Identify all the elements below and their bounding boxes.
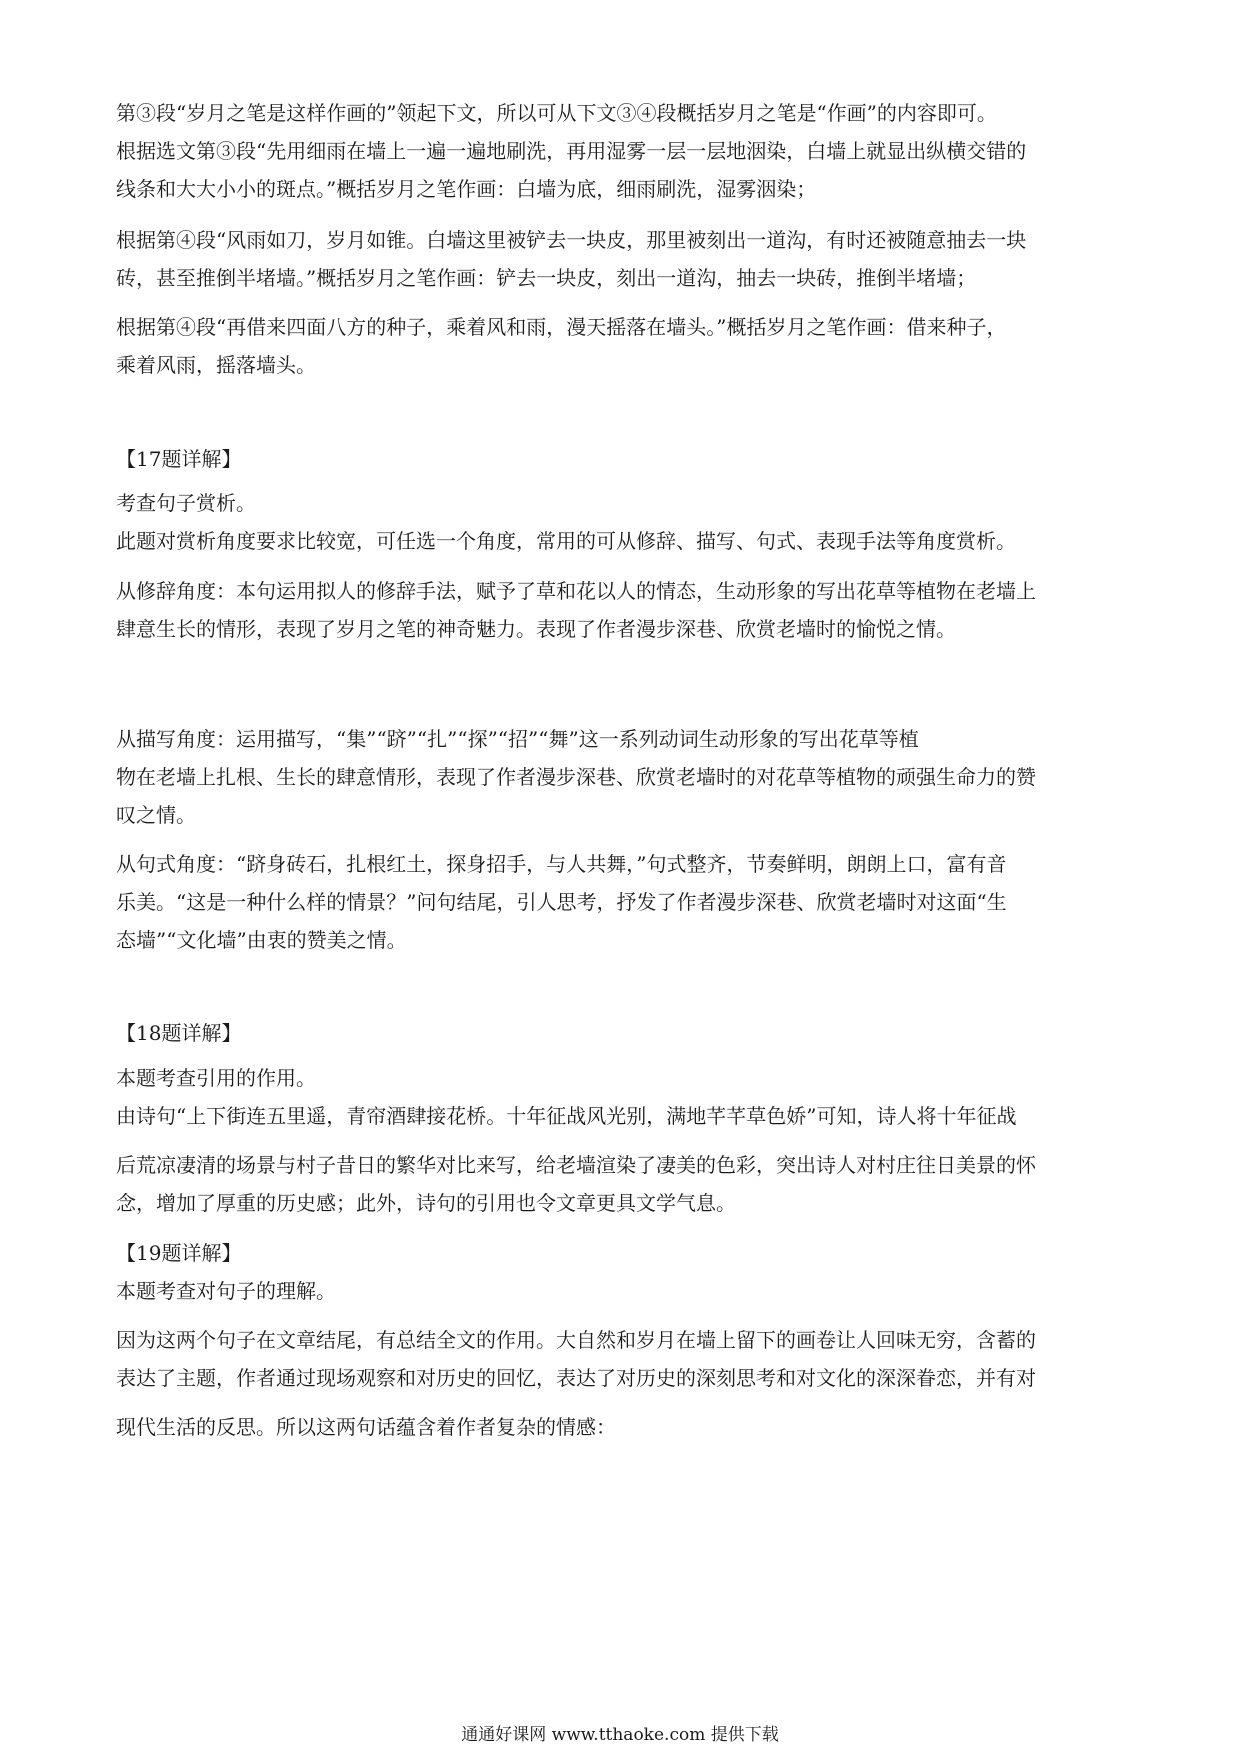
text-line: 物在老墙上扎根、生长的肆意情形，表现了作者漫步深巷、欣赏老墙时的对花草等植物的顽强生命力的赞 [116,765,1036,789]
text-line: 本题考查引用的作用。 [116,1066,316,1090]
text-line: 根据第④段“风雨如刀，岁月如锥。白墙这里被铲去一块皮，那里被刻出一道沟，有时还被随意抽去一块 [116,228,1027,252]
text-line: 后荒凉凄清的场景与村子昔日的繁华对比来写，给老墙渲染了凄美的色彩，突出诗人对村庄往日美景的怀 [116,1153,1036,1177]
text-line: 态墙”“文化墙”由衷的赞美之情。 [116,928,407,952]
section-heading-18: 【18题详解】 [116,1021,242,1045]
text-line: 考查句子赏析。 [116,491,256,515]
section-heading-17: 【17题详解】 [116,447,242,471]
text-line: 因为这两个句子在文章结尾，有总结全文的作用。大自然和岁月在墙上留下的画卷让人回味无穷，含蓄的 [116,1328,1036,1352]
text-line: 线条和大大小小的斑点。”概括岁月之笔作画：白墙为底，细雨刷洗，湿雾洇染； [116,177,817,201]
text-line: 从描写角度：运用描写，“集”“跻”“扎”“探”“招”“舞”这一系列动词生动形象的写出花草等植 [116,727,919,751]
text-line: 本题考查对句子的理解。 [116,1279,336,1303]
text-line: 乘着风雨，摇落墙头。 [116,353,316,377]
text-line: 乐美。“这是一种什么样的情景？”问句结尾，引人思考，抒发了作者漫步深巷、欣赏老墙时对这面“生 [116,890,1007,914]
section-heading-19: 【19题详解】 [116,1241,242,1265]
text-line: 叹之情。 [116,803,196,827]
text-line: 此题对赏析角度要求比较宽，可任选一个角度，常用的可从修辞、描写、句式、表现手法等角度赏析。 [116,529,1016,553]
text-line: 从修辞角度：本句运用拟人的修辞手法，赋予了草和花以人的情态，生动形象的写出花草等植物在老墙上 [116,579,1036,603]
text-line: 表达了主题，作者通过现场观察和对历史的回忆，表达了对历史的深刻思考和对文化的深深眷恋，并有对 [116,1366,1036,1390]
text-line: 第③段“岁月之笔是这样作画的”领起下文，所以可从下文③④段概括岁月之笔是“作画”的内容即可。 [116,101,997,125]
text-line: 根据第④段“再借来四面八方的种子，乘着风和雨，漫天摇落在墙头。”概括岁月之笔作画：借来种子， [116,315,1007,339]
text-line: 从句式角度：“跻身砖石，扎根红土，探身招手，与人共舞，”句式整齐，节奏鲜明，朗朗上口，富有音 [116,852,1007,876]
text-line: 念，增加了厚重的历史感；此外，诗句的引用也令文章更具文学气息。 [116,1191,736,1215]
text-line: 现代生活的反思。所以这两句话蕴含着作者复杂的情感： [116,1415,616,1439]
text-line: 根据选文第③段“先用细雨在墙上一遍一遍地刷洗，再用湿雾一层一层地洇染，白墙上就显出纵横交错的 [116,139,1027,163]
text-line: 砖，甚至推倒半堵墙。”概括岁月之笔作画：铲去一块皮，刻出一道沟，抽去一块砖，推倒半堵墙； [116,266,977,290]
text-line: 肆意生长的情形，表现了岁月之笔的神奇魅力。表现了作者漫步深巷、欣赏老墙时的愉悦之情。 [116,617,956,641]
text-line: 由诗句“上下街连五里遥，青帘酒肆接花桥。十年征战风光别，满地芊芊草色娇”可知，诗人将十年征战 [116,1104,1017,1128]
page-footer: 通通好课网 www.tthaoke.com 提供下载 [461,1725,779,1745]
